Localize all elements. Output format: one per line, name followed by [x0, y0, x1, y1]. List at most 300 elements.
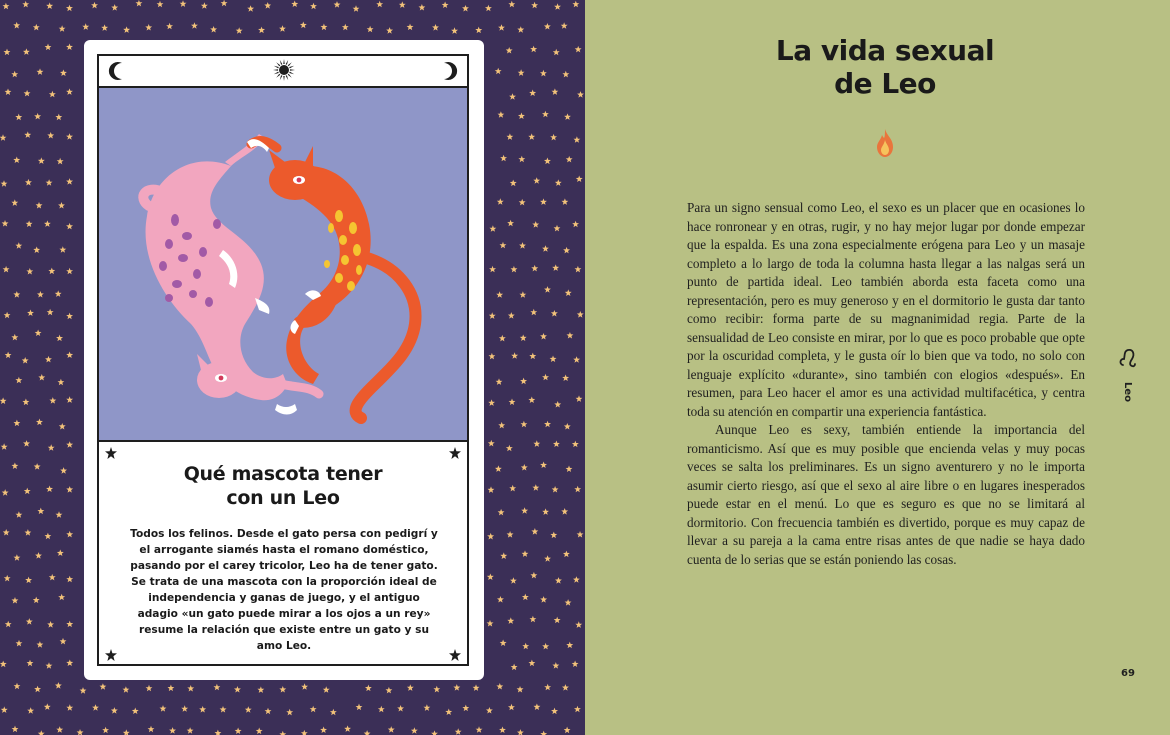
star-icon	[15, 377, 22, 384]
star-icon	[553, 49, 560, 56]
star-icon	[572, 441, 579, 448]
star-icon	[0, 397, 7, 404]
star-icon	[562, 71, 569, 78]
star-icon	[531, 265, 538, 272]
star-icon	[92, 704, 99, 711]
star-icon	[44, 220, 51, 227]
star-icon	[530, 309, 537, 316]
star-icon	[0, 661, 7, 668]
star-icon	[49, 91, 56, 98]
star-icon	[506, 445, 513, 452]
star-icon	[12, 597, 19, 604]
star-icon	[453, 684, 460, 691]
star-icon	[25, 179, 32, 186]
star-icon	[473, 684, 480, 691]
star-icon	[544, 555, 551, 562]
star-icon	[199, 706, 206, 713]
star-icon	[0, 134, 6, 141]
star-icon	[507, 133, 514, 140]
star-icon	[1, 706, 8, 713]
title-line-1: La vida sexual	[775, 34, 995, 67]
star-icon	[56, 335, 63, 342]
star-icon	[4, 575, 11, 582]
star-icon	[47, 621, 54, 628]
star-icon	[574, 136, 581, 143]
star-icon	[496, 291, 503, 298]
star-icon	[520, 335, 527, 342]
star-icon	[462, 5, 469, 12]
star-icon	[353, 5, 360, 12]
star-icon	[555, 179, 562, 186]
star-icon	[310, 706, 317, 713]
star-icon	[187, 685, 194, 692]
star-icon	[57, 158, 64, 165]
star-icon	[55, 682, 62, 689]
star-icon	[530, 46, 537, 53]
star-icon	[561, 508, 568, 515]
star-icon	[47, 309, 54, 316]
star-icon	[15, 114, 22, 121]
star-icon	[35, 330, 42, 337]
star-icon	[59, 25, 66, 32]
star-icon	[24, 90, 31, 97]
star-icon	[487, 533, 494, 540]
star-icon	[66, 660, 73, 667]
star-icon	[554, 617, 561, 624]
star-icon	[449, 447, 461, 459]
star-icon	[245, 706, 252, 713]
star-icon	[12, 726, 19, 733]
star-icon	[376, 1, 383, 8]
star-icon	[498, 111, 505, 118]
star-icon	[521, 464, 528, 471]
star-icon	[567, 332, 574, 339]
star-icon	[66, 441, 73, 448]
crescent-moon-icon	[437, 60, 459, 82]
star-icon	[256, 728, 263, 735]
star-icon	[575, 621, 582, 628]
star-icon	[544, 684, 551, 691]
star-icon	[46, 662, 53, 669]
star-icon	[550, 356, 557, 363]
paragraph: Para un signo sensual como Leo, el sexo es un placer que en ocasiones lo hace ronronear y en otras, rugir, y no hay mejor lugar por donde empezar que la espalda. Es una zona especialmente erógena para Leo y un masaje completo a lo largo de toda la columna hasta llegar a las nalgas será un punto de partida ideal. Leo también aborda esta faceta como una representación, pero es muy generoso y en el dormitorio le gusta dar tanto como recibir: forma parte de su magnanimidad regia. Parte de la sensualidad de Leo consiste en mirar, por lo que es poco probable que opte por la oscuridad completa, y le gusta oír lo bien que va todo, no solo con lenguaje explícito «durante», sino también con elogios «después». En resumen, para Leo hacer el amor es una actividad multifacética, y centra toda su atención en compartir una experiencia fantástica.	[687, 200, 1085, 419]
star-icon	[27, 707, 34, 714]
star-icon	[540, 462, 547, 469]
star-icon	[300, 22, 307, 29]
star-icon	[16, 511, 23, 518]
star-icon	[573, 576, 580, 583]
star-icon	[507, 220, 514, 227]
star-icon	[475, 27, 482, 33]
star-icon	[66, 396, 73, 403]
star-icon	[509, 399, 516, 406]
star-icon	[123, 729, 130, 735]
star-icon	[34, 463, 41, 470]
star-icon	[37, 291, 44, 298]
star-icon	[215, 730, 222, 735]
card-frame	[97, 54, 469, 666]
star-icon	[247, 5, 254, 12]
star-icon	[23, 440, 30, 447]
star-icon	[14, 683, 21, 690]
star-icon	[47, 132, 54, 139]
star-icon	[38, 157, 45, 164]
star-icon	[508, 704, 515, 711]
star-icon	[519, 199, 526, 206]
star-icon	[48, 268, 55, 275]
star-icon	[201, 2, 208, 9]
star-icon	[59, 423, 66, 430]
star-icon	[1, 443, 8, 450]
star-icon	[462, 705, 469, 712]
star-icon	[66, 621, 73, 628]
star-icon	[498, 24, 505, 31]
star-icon	[5, 621, 12, 628]
star-icon	[36, 202, 43, 209]
star-icon	[46, 179, 53, 186]
star-icon	[388, 726, 395, 733]
star-icon	[540, 198, 547, 205]
star-icon	[407, 24, 414, 31]
star-icon	[111, 4, 118, 11]
star-icon	[386, 687, 393, 694]
star-icon	[13, 291, 20, 298]
star-icon	[511, 266, 518, 273]
star-icon	[544, 421, 551, 428]
star-icon	[564, 423, 571, 430]
star-icon	[56, 511, 63, 518]
article-body	[687, 199, 1085, 569]
star-icon	[38, 374, 45, 381]
star-icon	[386, 27, 393, 34]
star-icon	[496, 378, 503, 385]
star-icon	[46, 2, 53, 9]
star-icon	[66, 133, 73, 140]
star-icon	[499, 335, 506, 342]
star-icon	[291, 1, 298, 8]
star-icon	[540, 596, 547, 603]
star-icon	[13, 22, 20, 29]
star-icon	[495, 465, 502, 472]
star-icon	[102, 727, 109, 734]
star-icon	[235, 728, 242, 735]
star-icon	[66, 352, 73, 359]
star-icon	[2, 220, 9, 227]
star-icon	[520, 378, 527, 385]
star-icon	[22, 357, 29, 364]
star-icon	[66, 178, 73, 185]
star-icon	[488, 486, 495, 493]
star-icon	[486, 707, 493, 714]
star-icon	[33, 597, 40, 604]
star-icon	[522, 594, 529, 601]
star-icon	[577, 531, 584, 538]
star-icon	[521, 421, 528, 428]
star-icon	[169, 727, 176, 734]
star-icon	[517, 26, 524, 33]
star-icon	[37, 68, 44, 75]
star-icon	[577, 91, 584, 98]
star-icon	[356, 704, 363, 711]
star-icon	[576, 395, 583, 402]
star-icon	[66, 313, 73, 320]
star-icon	[11, 334, 18, 341]
star-icon	[58, 594, 65, 601]
star-icon	[5, 89, 12, 96]
star-icon	[397, 705, 404, 712]
star-icon	[49, 574, 56, 581]
star-icon	[445, 709, 452, 716]
star-icon	[80, 687, 87, 694]
star-icon	[91, 2, 98, 8]
star-icon	[489, 312, 496, 319]
star-icon	[14, 554, 21, 561]
star-icon	[66, 268, 73, 275]
right-page	[585, 0, 1170, 735]
star-icon	[180, 0, 187, 7]
star-icon	[522, 643, 529, 650]
star-icon	[529, 660, 536, 667]
card-title: Qué mascota tener con un Leo	[183, 463, 383, 509]
star-icon	[60, 467, 67, 474]
star-icon	[552, 486, 559, 493]
star-icon	[148, 726, 155, 733]
star-icon	[566, 642, 573, 649]
star-icon	[60, 638, 67, 645]
star-icon	[320, 727, 327, 734]
star-icon	[34, 686, 41, 693]
star-icon	[234, 686, 241, 693]
star-icon	[4, 312, 11, 319]
star-icon	[301, 730, 308, 735]
star-icon	[487, 574, 494, 581]
star-icon	[554, 225, 561, 232]
star-icon	[506, 47, 513, 54]
star-icon	[532, 221, 539, 228]
star-icon	[145, 24, 152, 31]
star-icon	[566, 466, 573, 473]
star-icon	[576, 176, 583, 183]
star-icon	[55, 114, 62, 121]
star-icon	[146, 685, 153, 692]
star-icon	[489, 266, 496, 273]
star-icon	[577, 311, 584, 318]
star-icon	[279, 686, 286, 693]
paragraph: Aunque Leo es sexy, también entiende la importancia del romanticismo. Así que es muy posible que encienda velas y muy pocas veces se salta los preliminares. Es un signo aventurero y no le importa asumir cierto riesgo, así que el sexo al aire libre o en lugares inesperados puede estar en el menú. Lo que es seguro es que no se limitará al dormitorio. Con frecuencia también es divertido, porque es muy capaz de llevar a su pareja a la cama entre risas antes de que nadie se haya dado cuenta de lo serias que se están poniendo las cosas.	[687, 422, 1085, 567]
star-icon	[518, 69, 525, 76]
star-icon	[123, 26, 130, 33]
star-icon	[511, 664, 518, 671]
star-icon	[26, 268, 33, 275]
pet-card	[84, 40, 484, 680]
star-icon	[111, 707, 118, 714]
star-icon	[407, 684, 414, 691]
star-icon	[24, 131, 31, 138]
star-icon	[432, 24, 439, 31]
star-icon	[38, 730, 45, 735]
star-icon	[45, 44, 52, 51]
star-icon	[563, 247, 570, 254]
star-icon	[508, 1, 515, 8]
star-icon	[66, 88, 73, 95]
star-icon	[500, 155, 507, 162]
star-icon	[509, 485, 516, 492]
star-icon	[364, 730, 371, 735]
star-icon	[544, 158, 551, 165]
star-icon	[214, 684, 221, 691]
star-icon	[550, 532, 557, 539]
star-icon	[26, 221, 33, 228]
star-icon	[552, 88, 559, 95]
star-icon	[35, 552, 42, 559]
star-icon	[56, 726, 63, 733]
star-icon	[45, 533, 52, 540]
star-icon	[431, 730, 438, 735]
orange-cat	[247, 139, 416, 418]
star-icon	[59, 246, 66, 253]
star-icon	[572, 221, 579, 228]
star-icon	[334, 1, 341, 8]
star-icon	[132, 708, 139, 715]
star-icon	[26, 618, 33, 625]
star-icon	[3, 266, 10, 273]
star-icon	[532, 484, 539, 491]
card-body: Todos los felinos. Desde el gato persa con pedigrí y el arrogante siamés hasta el romano doméstico, pasando por el carey tricolor, Leo ha de tener gato. Se trata de una mascota con la proporción ideal de independencia y ganas de juego, y el antiguo adagio «un gato puede mirar a los ojos a un rey» resume la relación que existe entre un gato y su amo Leo.	[130, 528, 438, 652]
star-icon	[105, 649, 117, 661]
star-icon	[542, 111, 549, 118]
star-icon	[529, 90, 536, 97]
star-icon	[378, 706, 385, 713]
star-icon	[33, 247, 40, 254]
star-icon	[550, 134, 557, 141]
star-icon	[279, 25, 286, 32]
star-icon	[489, 353, 496, 360]
star-icon	[519, 291, 526, 298]
cats-illustration	[99, 88, 467, 442]
star-icon	[37, 641, 44, 648]
star-icon	[66, 44, 73, 51]
star-icon	[495, 68, 502, 75]
star-icon	[220, 706, 227, 713]
star-icon	[488, 399, 495, 406]
star-icon	[553, 441, 560, 448]
star-icon	[540, 70, 547, 77]
star-icon	[575, 46, 582, 53]
star-icon	[497, 596, 504, 603]
star-icon	[4, 49, 11, 56]
star-icon	[498, 422, 505, 429]
star-icon	[221, 0, 228, 6]
star-icon	[529, 353, 536, 360]
star-icon	[551, 708, 558, 715]
star-icon	[540, 333, 547, 340]
star-icon	[168, 685, 175, 692]
star-icon	[365, 685, 372, 692]
star-icon	[508, 312, 515, 319]
star-icon	[342, 24, 349, 31]
star-icon	[321, 24, 328, 31]
star-icon	[540, 731, 547, 735]
star-icon	[544, 23, 551, 30]
star-icon	[442, 2, 449, 9]
star-icon	[488, 440, 495, 447]
star-icon	[82, 23, 89, 30]
star-icon	[66, 531, 73, 538]
card-header	[99, 56, 467, 88]
star-icon	[27, 660, 34, 667]
star-icon	[11, 199, 18, 206]
page-title	[685, 34, 1085, 100]
star-icon	[160, 705, 167, 712]
star-icon	[542, 245, 549, 252]
star-icon	[12, 463, 19, 470]
star-icon	[58, 379, 65, 386]
star-icon	[433, 686, 440, 693]
star-icon	[574, 706, 581, 713]
star-icon	[533, 440, 540, 447]
star-icon	[60, 70, 67, 77]
star-icon	[496, 683, 503, 690]
star-icon	[566, 156, 573, 163]
star-icon	[562, 375, 569, 382]
star-icon	[572, 1, 579, 8]
star-icon	[451, 27, 458, 34]
star-icon	[44, 703, 51, 710]
star-icon	[573, 356, 580, 363]
star-icon	[55, 290, 62, 297]
star-icon	[257, 686, 264, 693]
star-icon	[77, 729, 84, 735]
star-icon	[264, 2, 271, 9]
star-icon	[34, 113, 41, 120]
star-icon	[476, 726, 483, 733]
star-icon	[157, 1, 164, 8]
star-icon	[531, 2, 538, 9]
star-icon	[46, 486, 53, 493]
star-icon	[487, 620, 494, 627]
star-icon	[25, 529, 32, 536]
sun-icon	[272, 58, 296, 82]
fire-icon	[875, 128, 895, 158]
star-icon	[530, 572, 537, 579]
star-icon	[11, 71, 18, 78]
star-icon	[509, 93, 516, 100]
star-icon	[49, 397, 56, 404]
star-icon	[497, 198, 504, 205]
star-icon	[100, 683, 107, 690]
star-icon	[500, 242, 507, 249]
star-icon	[564, 727, 571, 734]
star-icon	[58, 202, 65, 209]
star-icon	[33, 24, 40, 31]
star-icon	[187, 727, 194, 734]
side-label: Leo	[1122, 382, 1133, 403]
star-icon	[542, 643, 549, 650]
star-icon	[191, 22, 198, 29]
star-icon	[528, 133, 535, 140]
star-icon	[66, 223, 73, 230]
star-icon	[510, 577, 517, 584]
star-icon	[399, 1, 406, 8]
star-icon	[510, 180, 517, 187]
star-icon	[66, 576, 73, 583]
star-icon	[564, 113, 571, 120]
star-icon	[498, 509, 505, 516]
star-icon	[258, 27, 265, 33]
star-icon	[123, 686, 130, 693]
star-icon	[344, 725, 351, 732]
star-icon	[517, 729, 524, 735]
